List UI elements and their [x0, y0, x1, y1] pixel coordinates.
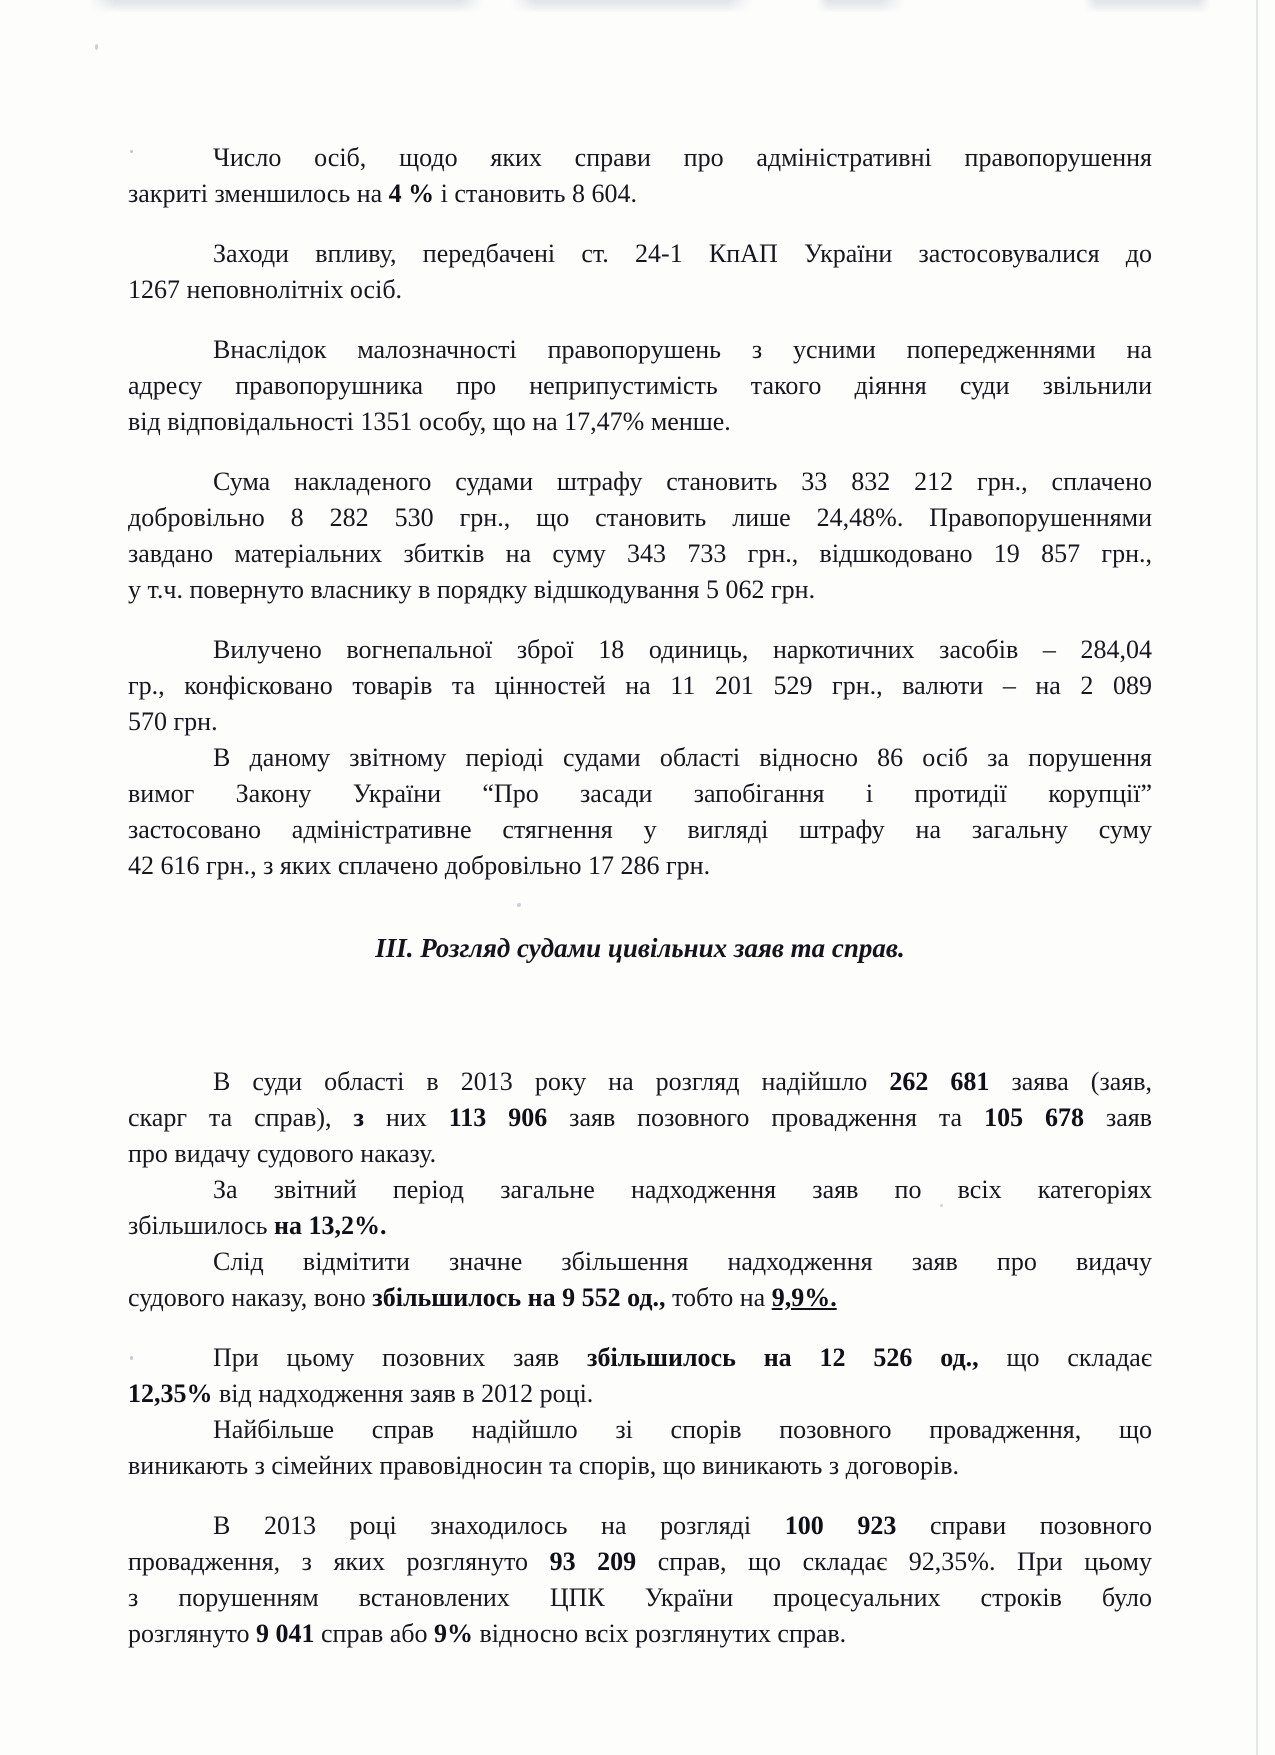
- body-text: В суди області в 2013 року на розгляд надійшло: [213, 1067, 890, 1096]
- paragraph: [128, 464, 1152, 608]
- paragraph: [128, 1172, 1152, 1244]
- text-line: [128, 1172, 1152, 1208]
- body-text: справ або: [314, 1619, 435, 1648]
- text-line: [128, 368, 1152, 404]
- body-text: При цьому позовних заяв: [213, 1343, 588, 1372]
- text-line: [128, 404, 1152, 440]
- emphasized-text: 9,9%.: [771, 1283, 837, 1312]
- text-line: [128, 1508, 1152, 1544]
- body-text: виникають з сімейних правовідносин та спорів, що виникають з договорів.: [128, 1451, 959, 1480]
- text-line: [128, 632, 1152, 668]
- body-text: про видачу судового наказу.: [128, 1139, 437, 1168]
- body-text: За звітний період загальне надходження заяв по всіх категоріях: [213, 1175, 1152, 1204]
- body-text: Вилучено вогнепальної зброї 18 одиниць, наркотичних засобів – 284,04: [213, 635, 1152, 664]
- emphasized-text: збільшилось на 9 552 од.,: [372, 1283, 666, 1312]
- emphasized-text: 113 906: [448, 1103, 548, 1132]
- text-line: [128, 776, 1152, 812]
- body-text: справ, що складає 92,35%. При цьому: [636, 1547, 1152, 1576]
- body-text: судового наказу, воно: [128, 1283, 373, 1312]
- body-text: вимог Закону України “Про засади запобігання і протидії корупції”: [128, 779, 1152, 808]
- emphasized-text: 100 923: [784, 1511, 897, 1540]
- paragraph: [128, 740, 1152, 884]
- text-line: [128, 812, 1152, 848]
- text-line: [128, 176, 1152, 212]
- text-line: [128, 848, 1152, 884]
- text-line: [128, 1208, 1152, 1244]
- body-text: Сума накладеного судами штрафу становить 33 832 212 грн., сплачено: [213, 467, 1152, 496]
- emphasized-text: 9%: [434, 1619, 474, 1648]
- paragraph: [128, 1508, 1152, 1652]
- document-body: [128, 140, 1152, 1652]
- body-text: розглянуто: [128, 1619, 256, 1648]
- body-text: провадження, з яких розглянуто: [128, 1547, 550, 1576]
- body-text: Число осіб, щодо яких справи про адміністративні правопорушення: [213, 143, 1152, 172]
- body-text: у т.ч. повернуто власнику в порядку відшкодування 5 062 грн.: [128, 575, 816, 604]
- body-text: закриті зменшилось на: [128, 179, 389, 208]
- text-line: [128, 1580, 1152, 1616]
- paragraph: [128, 140, 1152, 212]
- emphasized-text: 4 %: [388, 179, 435, 208]
- body-text: Слід відмітити значне збільшення надходження заяв про видачу: [213, 1247, 1152, 1276]
- body-text: від відповідальності 1351 особу, що на 17,47% менше.: [128, 407, 731, 436]
- body-text: скарг та справ),: [128, 1103, 354, 1132]
- body-text: В даному звітному періоді судами області відносно 86 осіб за порушення: [213, 743, 1152, 772]
- emphasized-text: збільшилось на 12 526 од.,: [587, 1343, 979, 1372]
- text-line: [128, 1544, 1152, 1580]
- text-line: [128, 140, 1152, 176]
- body-text: з порушенням встановлених ЦПК України процесуальних строків було: [128, 1583, 1152, 1612]
- body-text: справи позовного: [896, 1511, 1152, 1540]
- text-line: [128, 1448, 1152, 1484]
- text-line: [128, 740, 1152, 776]
- emphasized-text: на 13,2%.: [274, 1211, 387, 1240]
- section-heading: ІІІ. Розгляд судами цивільних заяв та справ.: [375, 933, 905, 963]
- body-text: Найбільше справ надійшло зі спорів позовного провадження, що: [213, 1415, 1152, 1444]
- paragraph: [128, 1412, 1152, 1484]
- emphasized-text: 262 681: [889, 1067, 990, 1096]
- body-text: них: [363, 1103, 449, 1132]
- text-line: [128, 704, 1152, 740]
- emphasized-text: 9 041: [255, 1619, 315, 1648]
- body-text: В 2013 році знаходилось на розгляді: [213, 1511, 785, 1540]
- body-text: гр., конфісковано товарів та цінностей на 11 201 529 грн., валюти – на 2 089: [128, 671, 1152, 700]
- body-text: 42 616 грн., з яких сплачено добровільно 17 286 грн.: [128, 851, 711, 880]
- emphasized-text: 105 678: [984, 1103, 1085, 1132]
- body-text: завдано матеріальних збитків на суму 343 733 грн., відшкодовано 19 857 грн.,: [128, 539, 1152, 568]
- text-line: [128, 500, 1152, 536]
- body-text: збільшилось: [128, 1211, 275, 1240]
- emphasized-text: з: [353, 1103, 364, 1132]
- body-text: Заходи впливу, передбачені ст. 24-1 КпАП України застосовувалися до: [213, 239, 1152, 268]
- text-line: [128, 536, 1152, 572]
- body-text: заяв: [1084, 1103, 1153, 1132]
- paragraph: [128, 632, 1152, 740]
- text-line: [128, 464, 1152, 500]
- paragraph: [128, 1244, 1152, 1316]
- body-text: адресу правопорушника про неприпустимість такого діяння суди звільнили: [128, 371, 1152, 400]
- scan-artifact-top-edge: [0, 0, 1275, 13]
- body-text: і становить 8 604.: [434, 179, 637, 208]
- text-line: [128, 1100, 1152, 1136]
- text-line: [128, 272, 1152, 308]
- body-text: відносно всіх розглянутих справ.: [473, 1619, 847, 1648]
- text-line: [128, 1136, 1152, 1172]
- text-line: [128, 1280, 1152, 1316]
- text-line: [128, 1244, 1152, 1280]
- text-line: [128, 1412, 1152, 1448]
- body-text: від надходження заяв в 2012 році.: [212, 1379, 594, 1408]
- text-line: [128, 572, 1152, 608]
- emphasized-text: 12,35%: [128, 1379, 213, 1408]
- text-line: [128, 1064, 1152, 1100]
- body-text: тобто на: [665, 1283, 772, 1312]
- body-text: 1267 неповнолітніх осіб.: [128, 275, 403, 304]
- body-text: заяв позовного провадження та: [547, 1103, 985, 1132]
- body-text: застосовано адміністративне стягнення у вигляді штрафу на загальну суму: [128, 815, 1152, 844]
- scan-speck: [95, 44, 98, 50]
- paragraph: [128, 1340, 1152, 1412]
- body-text: добровільно 8 282 530 грн., що становить лише 24,48%. Правопорушеннями: [128, 503, 1152, 532]
- text-line: [128, 236, 1152, 272]
- emphasized-text: 93 209: [549, 1547, 637, 1576]
- text-line: [128, 668, 1152, 704]
- scan-artifact-right-line: [1256, 0, 1258, 1755]
- paragraph: [128, 1064, 1152, 1172]
- body-text: Внаслідок малозначності правопорушень з усними попередженнями на: [213, 335, 1152, 364]
- body-text: 570 грн.: [128, 707, 218, 736]
- text-line: [128, 1616, 1152, 1652]
- paragraph: [128, 236, 1152, 308]
- body-text: заява (заяв,: [989, 1067, 1152, 1096]
- body-text: що складає: [978, 1343, 1153, 1372]
- paragraph: [128, 332, 1152, 440]
- text-line: [128, 1340, 1152, 1376]
- text-line: [128, 1376, 1152, 1412]
- text-line: [128, 332, 1152, 368]
